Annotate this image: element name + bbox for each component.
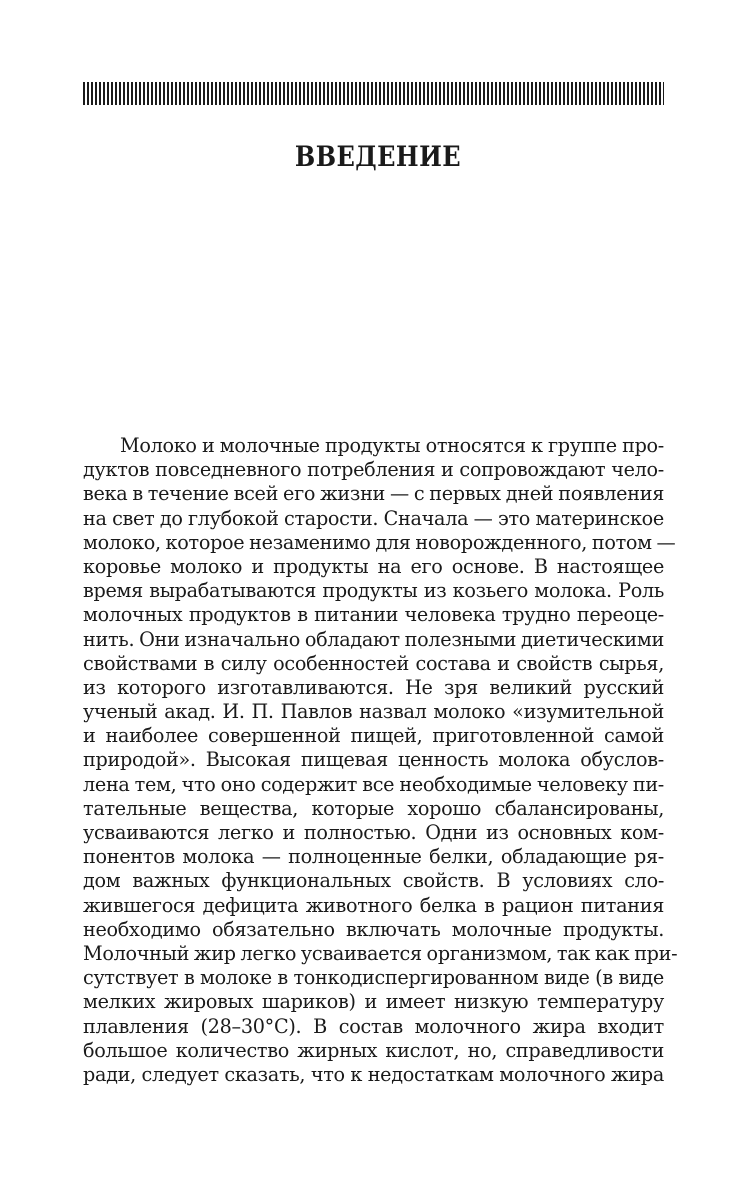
text-line: дом важных функциональных свойств. В условиях сло- [83,869,664,893]
text-line: тательные вещества, которые хорошо сбалансированы, [83,796,664,820]
text-line: Молоко и молочные продукты относятся к группе про- [120,434,664,457]
text-line: понентов молока — полноценные белки, обладающие ря- [83,845,664,869]
text-line: усваиваются легко и полностью. Одни из основных ком- [83,821,664,844]
text-line: ради, следует сказать, что к недостаткам молочного жира [83,1062,664,1086]
decorative-header-rule [83,82,664,105]
text-line: нить. Они изначально обладают полезными диетическими [83,627,664,651]
text-line: и наиболее совершенной пищей, приготовленной самой [83,724,664,748]
text-line: природой». Высокая пищевая ценность молока обуслов- [83,748,664,772]
text-line: Молочный жир легко усваивается организмом, так как при- [83,941,678,965]
text-line: на свет до глубокой старости. Сначала — это материнское [83,506,664,530]
text-line: время вырабатываются продукты из козьего молока. Роль [83,579,664,603]
text-line: сутствует в молоке в тонкодиспергированном виде (в виде [83,966,664,990]
body-paragraph [83,434,678,1087]
text-line: молочных продуктов в питании человека трудно переоце- [83,603,664,627]
text-line: лена тем, что оно содержит все необходимые человеку пи- [83,772,664,796]
text-line: большое количество жирных кислот, но, справедливости [83,1038,664,1062]
text-line: из которого изготавливаются. Не зря великий русский [83,675,664,699]
text-line: века в течение всей его жизни — с первых дней появления [83,482,664,506]
text-line: дуктов повседневного потребления и сопровождают чело- [83,458,664,482]
chapter-title: ВВЕДЕНИЕ [294,140,462,173]
text-line: ученый акад. И. П. Павлов назвал молоко «изумительной [83,700,664,724]
text-line: коровье молоко и продукты на его основе. В настоящее [83,554,664,578]
text-line: молоко, которое незаменимо для новорожденного, потом — [83,530,676,554]
text-line: необходимо обязательно включать молочные продукты. [83,917,664,941]
text-line: свойствами в силу особенностей состава и свойств сырья, [83,651,664,675]
text-line: мелких жировых шариков) и имеет низкую температуру [83,990,664,1014]
text-line: плавления (28–30°С). В состав молочного жира входит [83,1014,664,1038]
text-line: жившегося дефицита животного белка в рацион питания [83,893,664,917]
